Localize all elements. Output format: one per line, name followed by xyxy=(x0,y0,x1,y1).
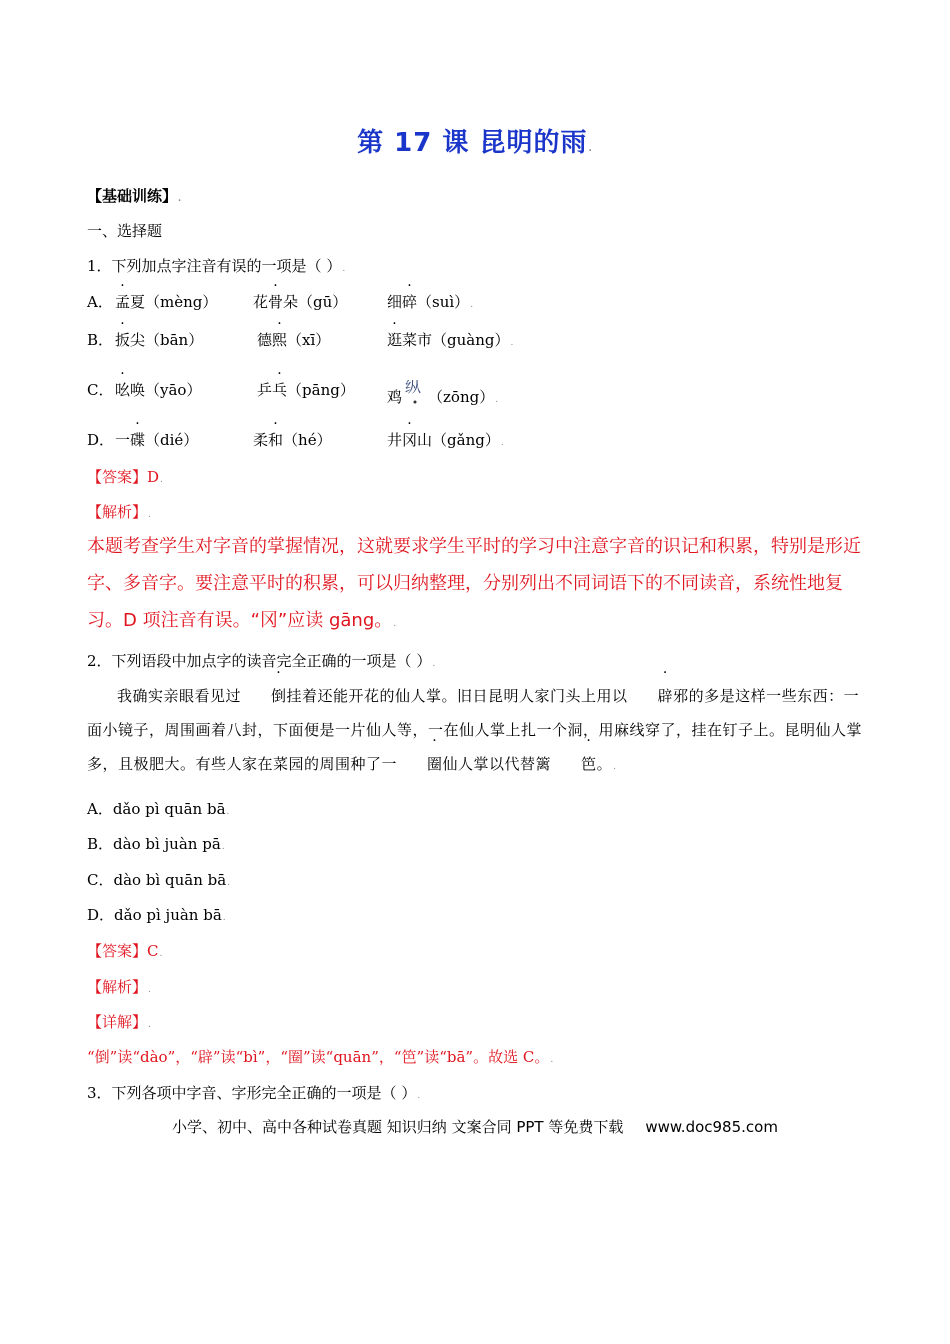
q2-option-d: D．dǎo pì juàn bā. xyxy=(87,906,226,924)
q2-detail-tag: 【详解】. xyxy=(87,1013,151,1031)
page-footer xyxy=(0,1116,950,1137)
q3-stem: 3．下列各项中字音、字形完全正确的一项是（ ）. xyxy=(87,1084,421,1102)
q1-option-d: D． 一碟（dié） 柔和（hé） 井冈山（gǎng）. xyxy=(87,431,504,449)
q1-answer: 【答案】D. xyxy=(87,468,163,486)
q2-stem: 2．下列语段中加点字的读音完全正确的一项是（ ）. xyxy=(87,652,436,670)
q2-answer: 【答案】C. xyxy=(87,942,163,960)
page-title: 第 17 课 昆明的雨. xyxy=(357,128,593,158)
q2-option-a: A．dǎo pì quān bā. xyxy=(87,800,230,818)
q1-stem: 1．下列加点字注音有误的一项是（ ）. xyxy=(87,257,346,275)
q1-analysis-tag: 【解析】. xyxy=(87,503,151,521)
footer-text: 小学、初中、高中各种试卷真题 知识归纳 文案合同 PPT 等免费下载 xyxy=(172,1118,624,1136)
q2-detail: “倒”读“dào”，“辟”读“bì”，“圈”读“quān”，“笆”读“bā”。故选 C。. xyxy=(87,1048,554,1066)
q1-explanation: 本题考查学生对字音的掌握情况，这就要求学生平时的学习中注意字音的识记和积累，特别是形近字、多音字。要注意平时的积累，可以归纳整理，分别列出不同词语下的不同读音，系统性地复习。D 项注音有误。“冈”应读 gāng。. xyxy=(87,536,861,631)
q1-option-c: C． 吆唤（yāo） 乒乓（pāng） 鸡 纵 （zōng）. xyxy=(87,380,887,400)
q2-option-b: B．dào bì juàn pā. xyxy=(87,835,225,853)
q2-passage: 我确实亲眼看见过 倒挂着还能开花的仙人掌。旧日昆明人家门头上用以 辟邪的多是这样一些东西：一面小镜子，周围画着八封，下面便是一片仙人等，一在仙人掌上扎一个洞，用麻线穿了，挂在钉子上。昆明仙人掌多，且极肥大。有些人家在菜园的周围种了一 圈仙人掌以代替篱 笆。. xyxy=(87,687,863,773)
q1-option-a: A． 孟夏（mèng） 花骨朵（gū） 细碎（suì）. xyxy=(87,293,474,311)
svg-text:纵: 纵 xyxy=(405,380,422,396)
q2-option-c: C．dào bì quān bā. xyxy=(87,871,231,889)
footer-url[interactable]: www.doc985.com xyxy=(645,1118,778,1136)
q2-analysis-tag: 【解析】. xyxy=(87,978,151,996)
zong-character-image xyxy=(402,380,428,408)
part-heading: 一、选择题 xyxy=(87,222,163,240)
section-heading: 【基础训练】. xyxy=(87,187,182,205)
q1-option-b: B． 扳尖（bān） 德熙（xī） 逛菜市（guàng）. xyxy=(87,331,514,349)
